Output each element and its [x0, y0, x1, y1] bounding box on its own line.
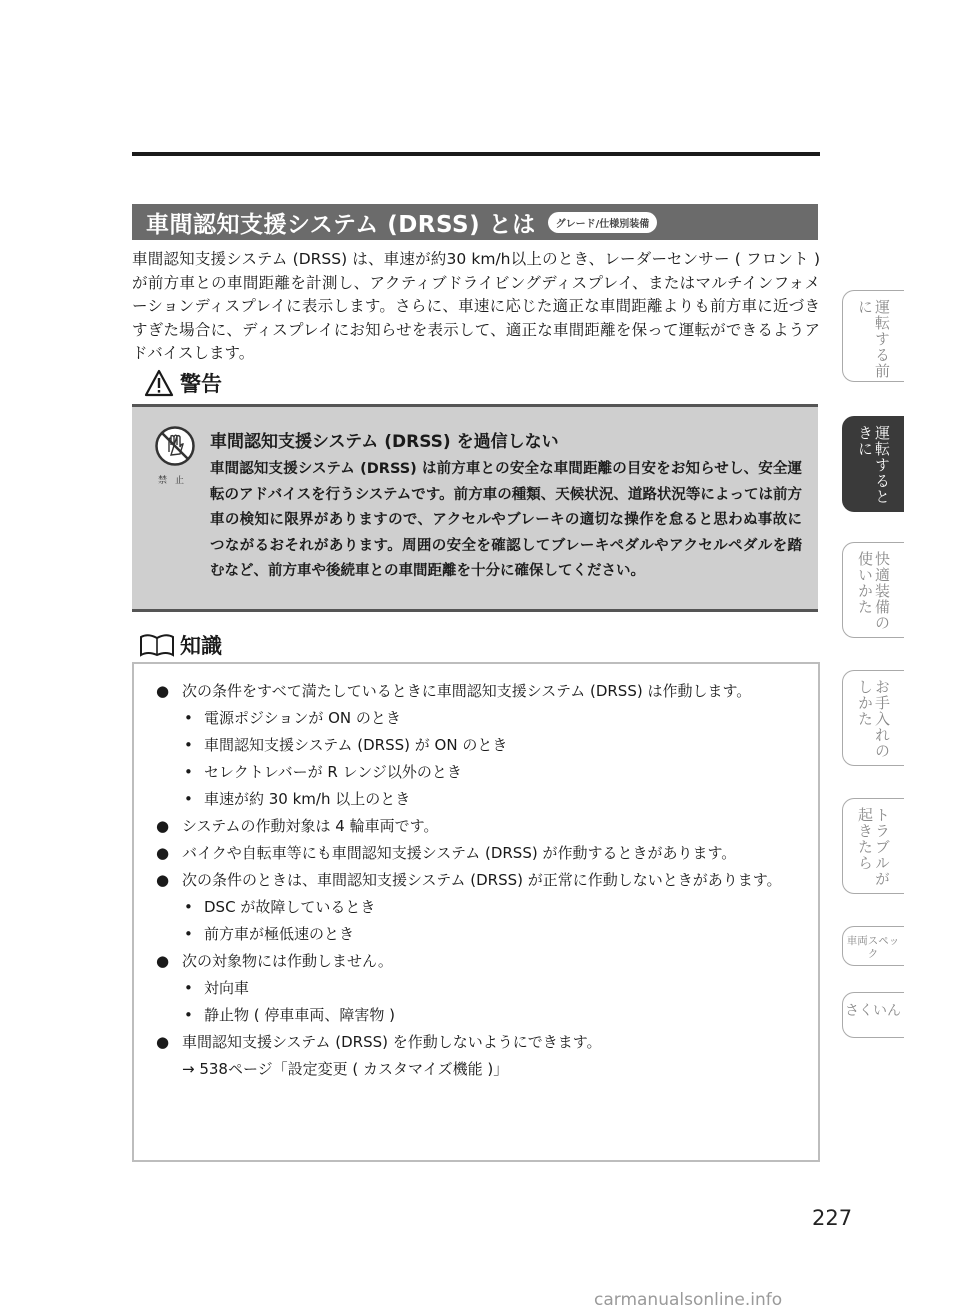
info-heading-label: 知識: [180, 634, 222, 658]
info-item: [148, 842, 798, 865]
info-subitem: [148, 896, 798, 919]
info-subitem-text: セレクトレバーが R レンジ以外のとき: [204, 763, 462, 781]
warning-body: 車間認知支援システム (DRSS) は前方車との安全な車間距離の目安をお知らせし、安全運転のアドバイスを行うシステムです。前方車の種類、天候状況、道路状況等によっては前方車の検知に限界がありますので、アクセルやブレーキの適切な操作を怠ると思わぬ事故につながるおそれがあります。周囲の安全を確認してブレーキペダルやアクセルペダルを踏むなど、前方車や後続車との車間距離を十分に確保してください。: [210, 461, 802, 579]
info-item-text: 次の条件をすべて満たしているときに車間認知支援システム (DRSS) は作動します。: [182, 682, 752, 700]
bullet-icon: •: [184, 898, 193, 916]
prohibition-sign: [150, 425, 200, 486]
info-item: [148, 815, 798, 838]
info-subitem: [148, 707, 798, 730]
section-intro: 車間認知支援システム (DRSS) は、車速が約30 km/h以上のとき、レーダーセンサー ( フロント ) が前方車との車間距離を計測し、アクティブドライビングディスプレイ、またはマルチインフォメーションディスプレイに表示します。さらに、車速に応じた適正な車間距離よりも前方車に近づきすぎた場合に、ディスプレイにお知らせを表示して、適正な車間距離を保って運転ができるようアドバイスします。: [132, 250, 820, 362]
info-list: [148, 680, 798, 1081]
info-subitem: [148, 977, 798, 1000]
bullet-icon: •: [184, 736, 193, 754]
chapter-tab[interactable]: [842, 992, 904, 1038]
info-item-text: 次の条件のときは、車間認知支援システム (DRSS) が正常に作動しないときがあります。: [182, 871, 782, 889]
warning-box: [132, 404, 818, 612]
chapter-tab[interactable]: [842, 926, 904, 966]
info-item: [148, 680, 798, 703]
info-item-text: バイクや自転車等にも車間認知支援システム (DRSS) が作動するときがあります。: [182, 844, 737, 862]
prohibition-hand-icon: [154, 425, 196, 467]
chapter-tab-label: お手入れのしかた: [856, 679, 891, 759]
info-subitem: [148, 788, 798, 811]
bullet-dot-icon: ●: [156, 871, 170, 889]
info-box: [132, 662, 820, 1162]
info-subitem: [148, 1004, 798, 1027]
info-subitem-text: 対向車: [204, 979, 250, 997]
warning-heading-label: 警告: [180, 372, 222, 396]
info-item-text: システムの作動対象は 4 輪車両です。: [182, 817, 439, 835]
chapter-tab[interactable]: [842, 290, 904, 382]
info-subitem-text: 電源ポジションが ON のとき: [204, 709, 401, 727]
info-heading: [138, 630, 222, 660]
bullet-icon: •: [184, 763, 193, 781]
info-subitem-text: 車間認知支援システム (DRSS) が ON のとき: [204, 736, 508, 754]
page-reference-link[interactable]: → 538ページ「設定変更 ( カスタマイズ機能 )」: [182, 1060, 509, 1078]
chapter-tab[interactable]: [842, 542, 904, 638]
chapter-tab-label: 運転するときに: [856, 425, 891, 505]
section-title: 車間認知支援システム (DRSS) とは: [146, 211, 536, 238]
info-item-text: 次の対象物には作動しません。: [182, 952, 393, 970]
info-item: [148, 950, 798, 973]
bullet-icon: •: [184, 979, 193, 997]
bullet-dot-icon: ●: [156, 1033, 170, 1051]
section-header: [132, 204, 818, 240]
info-subitem: [148, 734, 798, 757]
info-item: [148, 1031, 798, 1054]
info-subitem-text: DSC が故障しているとき: [204, 898, 376, 916]
grade-badge: グレード/仕様別装備: [548, 212, 658, 233]
prohibition-caption: 禁止: [157, 476, 192, 486]
bullet-icon: •: [184, 790, 193, 808]
chapter-tab-label: 運転する前に: [856, 299, 891, 379]
book-icon: [138, 632, 176, 658]
bullet-dot-icon: ●: [156, 952, 170, 970]
bullet-dot-icon: ●: [156, 817, 170, 835]
info-subitem-text: 前方車が極低速のとき: [204, 925, 355, 943]
bullet-dot-icon: ●: [156, 682, 170, 700]
info-subitem-text: 静止物 ( 停車車両、障害物 ): [204, 1006, 396, 1024]
chapter-tab[interactable]: [842, 670, 904, 766]
chapter-tab-label: 車両スペック: [846, 935, 900, 960]
watermark: carmanualsonline.info: [594, 1290, 783, 1310]
info-item: [148, 869, 798, 892]
info-subitem-text: 車速が約 30 km/h 以上のとき: [204, 790, 411, 808]
bullet-icon: •: [184, 709, 193, 727]
bullet-dot-icon: ●: [156, 844, 170, 862]
warning-heading: [144, 368, 222, 398]
chapter-tab[interactable]: [842, 798, 904, 894]
chapter-tab-label: 快適装備の使いかた: [856, 551, 891, 631]
bullet-icon: •: [184, 1006, 193, 1024]
chapter-tab[interactable]: [842, 416, 904, 512]
warning-triangle-icon: [144, 369, 174, 397]
info-subitem: [148, 923, 798, 946]
page-number: 227: [812, 1206, 853, 1230]
chapter-tab-label: トラブルが起きたら: [856, 807, 891, 887]
warning-title: 車間認知支援システム (DRSS) を過信しない: [210, 432, 559, 452]
info-item-text: 車間認知支援システム (DRSS) を作動しないようにできます。: [182, 1033, 602, 1051]
info-subitem: [148, 761, 798, 784]
bullet-icon: •: [184, 925, 193, 943]
top-rule: [132, 152, 820, 156]
chapter-tab-label: さくいん: [845, 1003, 901, 1019]
